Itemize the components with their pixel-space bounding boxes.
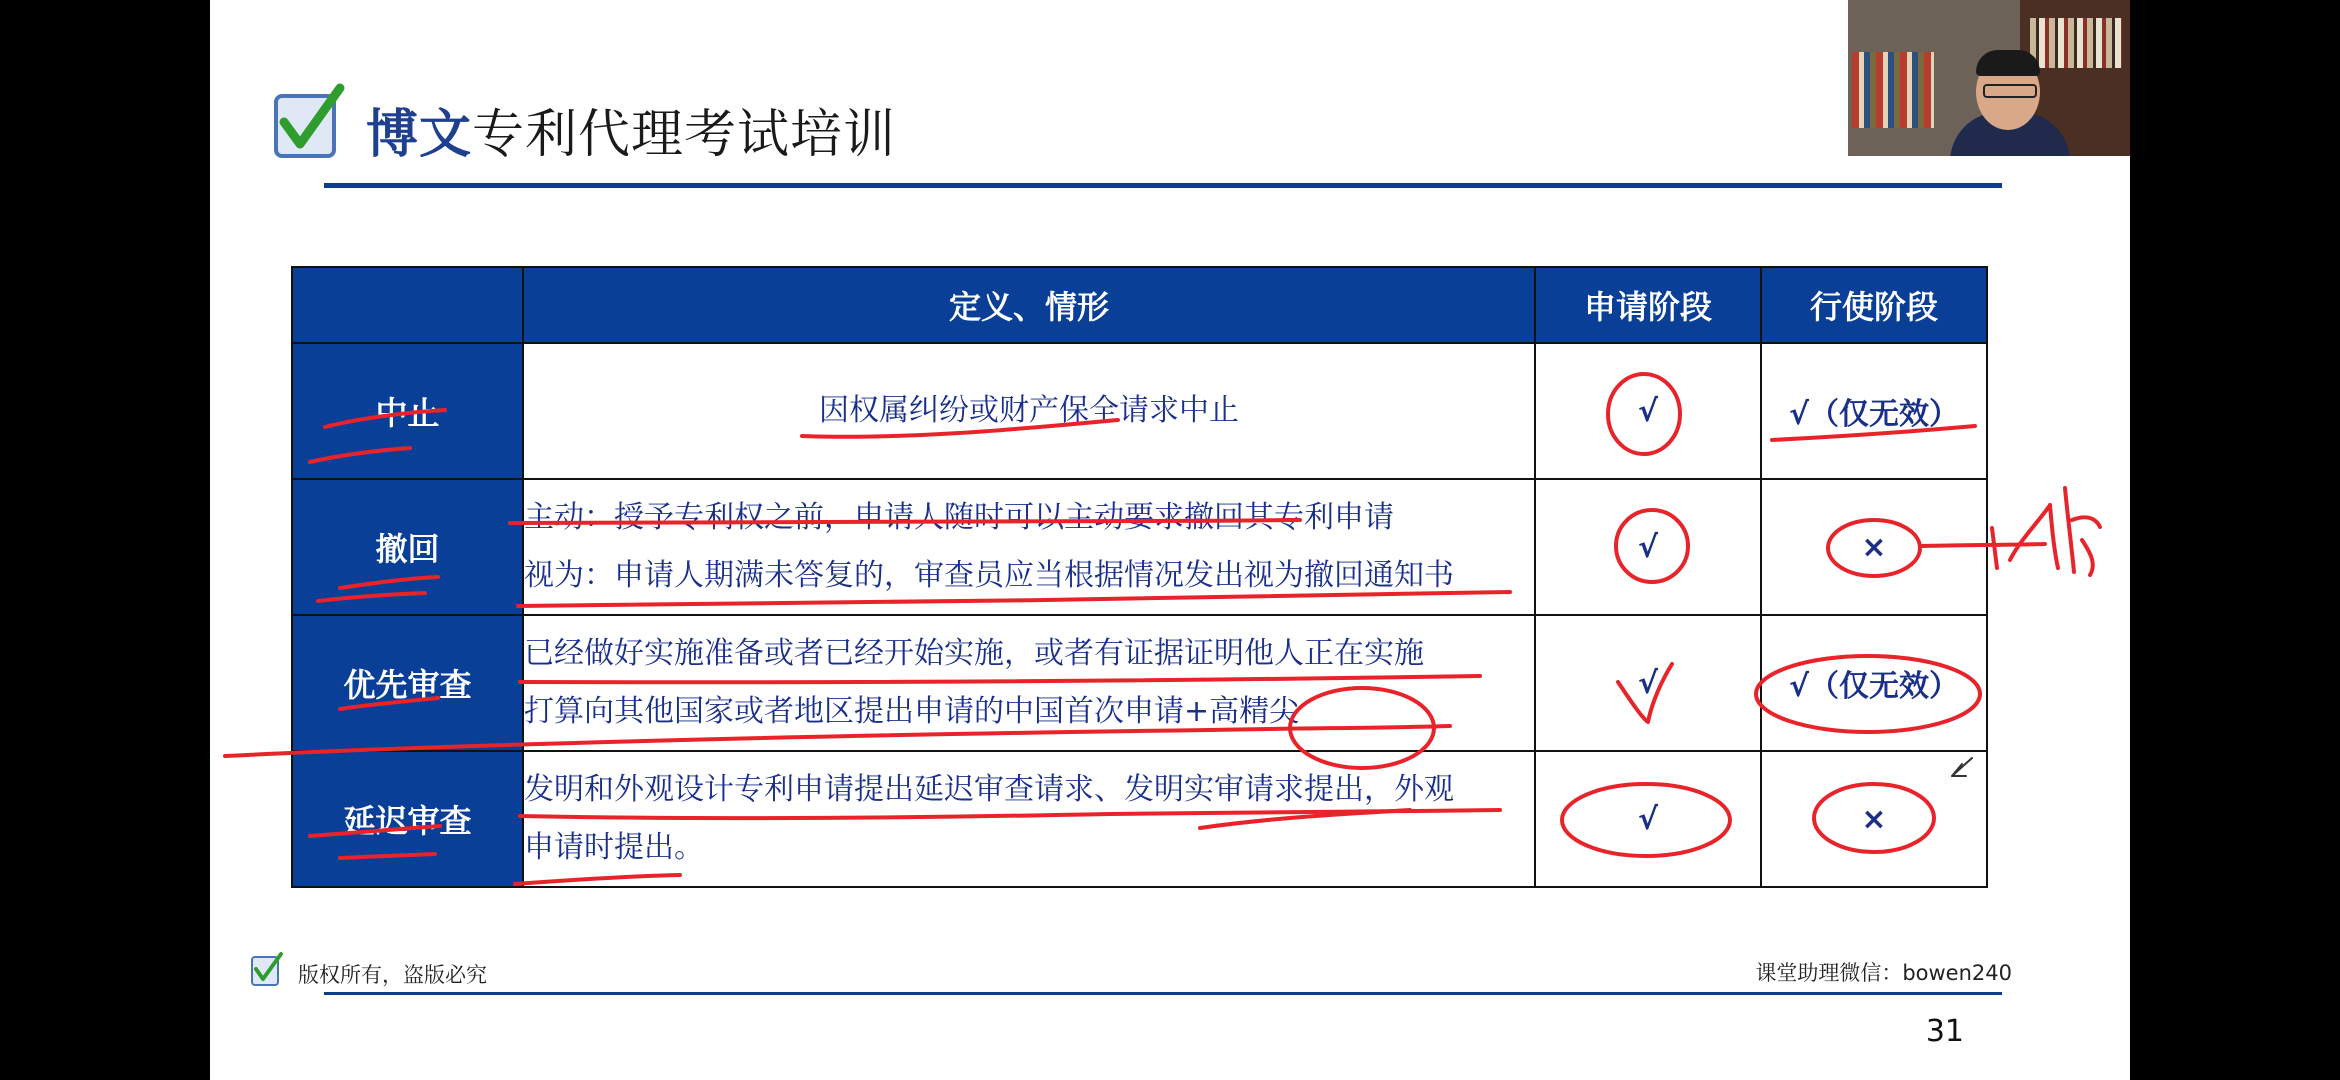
header-cell-application-stage: 申请阶段 [1535, 267, 1761, 343]
exercise-stage-cell: √（仅无效） [1761, 343, 1987, 479]
presenter-glasses [1983, 84, 2037, 98]
footer-checkbox-icon [250, 951, 284, 987]
slide-title [366, 92, 896, 167]
assistant-wechat-text: 课堂助理微信：bowen240 [1755, 961, 2012, 985]
row-label: 中止 [292, 343, 523, 479]
slide [210, 0, 2130, 1080]
application-stage-cell: √ [1535, 615, 1761, 751]
application-stage-cell: √ [1535, 343, 1761, 479]
comparison-table [291, 266, 1988, 888]
bookshelf-books [2030, 18, 2122, 68]
definition-line: 视为：申请人期满未答复的，审查员应当根据情况发出视为撤回通知书 [524, 558, 1454, 593]
title-brand: 博文 [366, 105, 473, 165]
definition-cell [523, 615, 1535, 751]
exercise-stage-cell: × [1761, 479, 1987, 615]
definition-line: 因权属纠纷或财产保全请求中止 [819, 393, 1239, 428]
definition-line: 已经做好实施准备或者已经开始实施，或者有证据证明他人正在实施 [524, 636, 1424, 671]
definition-line: 主动：授予专利权之前，申请人随时可以主动要求撤回其专利申请 [524, 500, 1394, 535]
definition-cell [523, 479, 1535, 615]
bookshelf-left [1852, 52, 1934, 128]
definition-cell [523, 343, 1535, 479]
row-label: 优先审查 [292, 615, 523, 751]
application-stage-cell: √ [1535, 751, 1761, 887]
table-row [292, 479, 1987, 615]
definition-line: 申请时提出。 [524, 830, 704, 865]
presenter-hair [1976, 50, 2040, 76]
table-row [292, 615, 1987, 751]
definition-cell [523, 751, 1535, 887]
definition-line: 打算向其他国家或者地区提出申请的中国首次申请+高精尖 [524, 694, 1300, 729]
header-cell-blank [292, 267, 523, 343]
exercise-stage-cell: × [1761, 751, 1987, 887]
exercise-stage-cell: √（仅无效） [1761, 615, 1987, 751]
title-rest: 专利代理考试培训 [472, 105, 897, 165]
page-number: 31 [1925, 1014, 1964, 1049]
copyright-text: 版权所有，盗版必究 [298, 963, 487, 987]
title-divider [324, 183, 2002, 188]
header-cell-exercise-stage: 行使阶段 [1761, 267, 1987, 343]
definition-line: 发明和外观设计专利申请提出延迟审查请求、发明实审请求提出，外观 [524, 772, 1454, 807]
table-header-row [292, 267, 1987, 343]
footer-divider [324, 992, 2002, 995]
header-cell-definition: 定义、情形 [523, 267, 1535, 343]
row-label: 延迟审查 [292, 751, 523, 887]
table-row [292, 343, 1987, 479]
row-label: 撤回 [292, 479, 523, 615]
application-stage-cell: √ [1535, 479, 1761, 615]
logo-checkbox-icon [272, 82, 346, 162]
webcam-overlay [1848, 0, 2130, 156]
table-row [292, 751, 1987, 887]
